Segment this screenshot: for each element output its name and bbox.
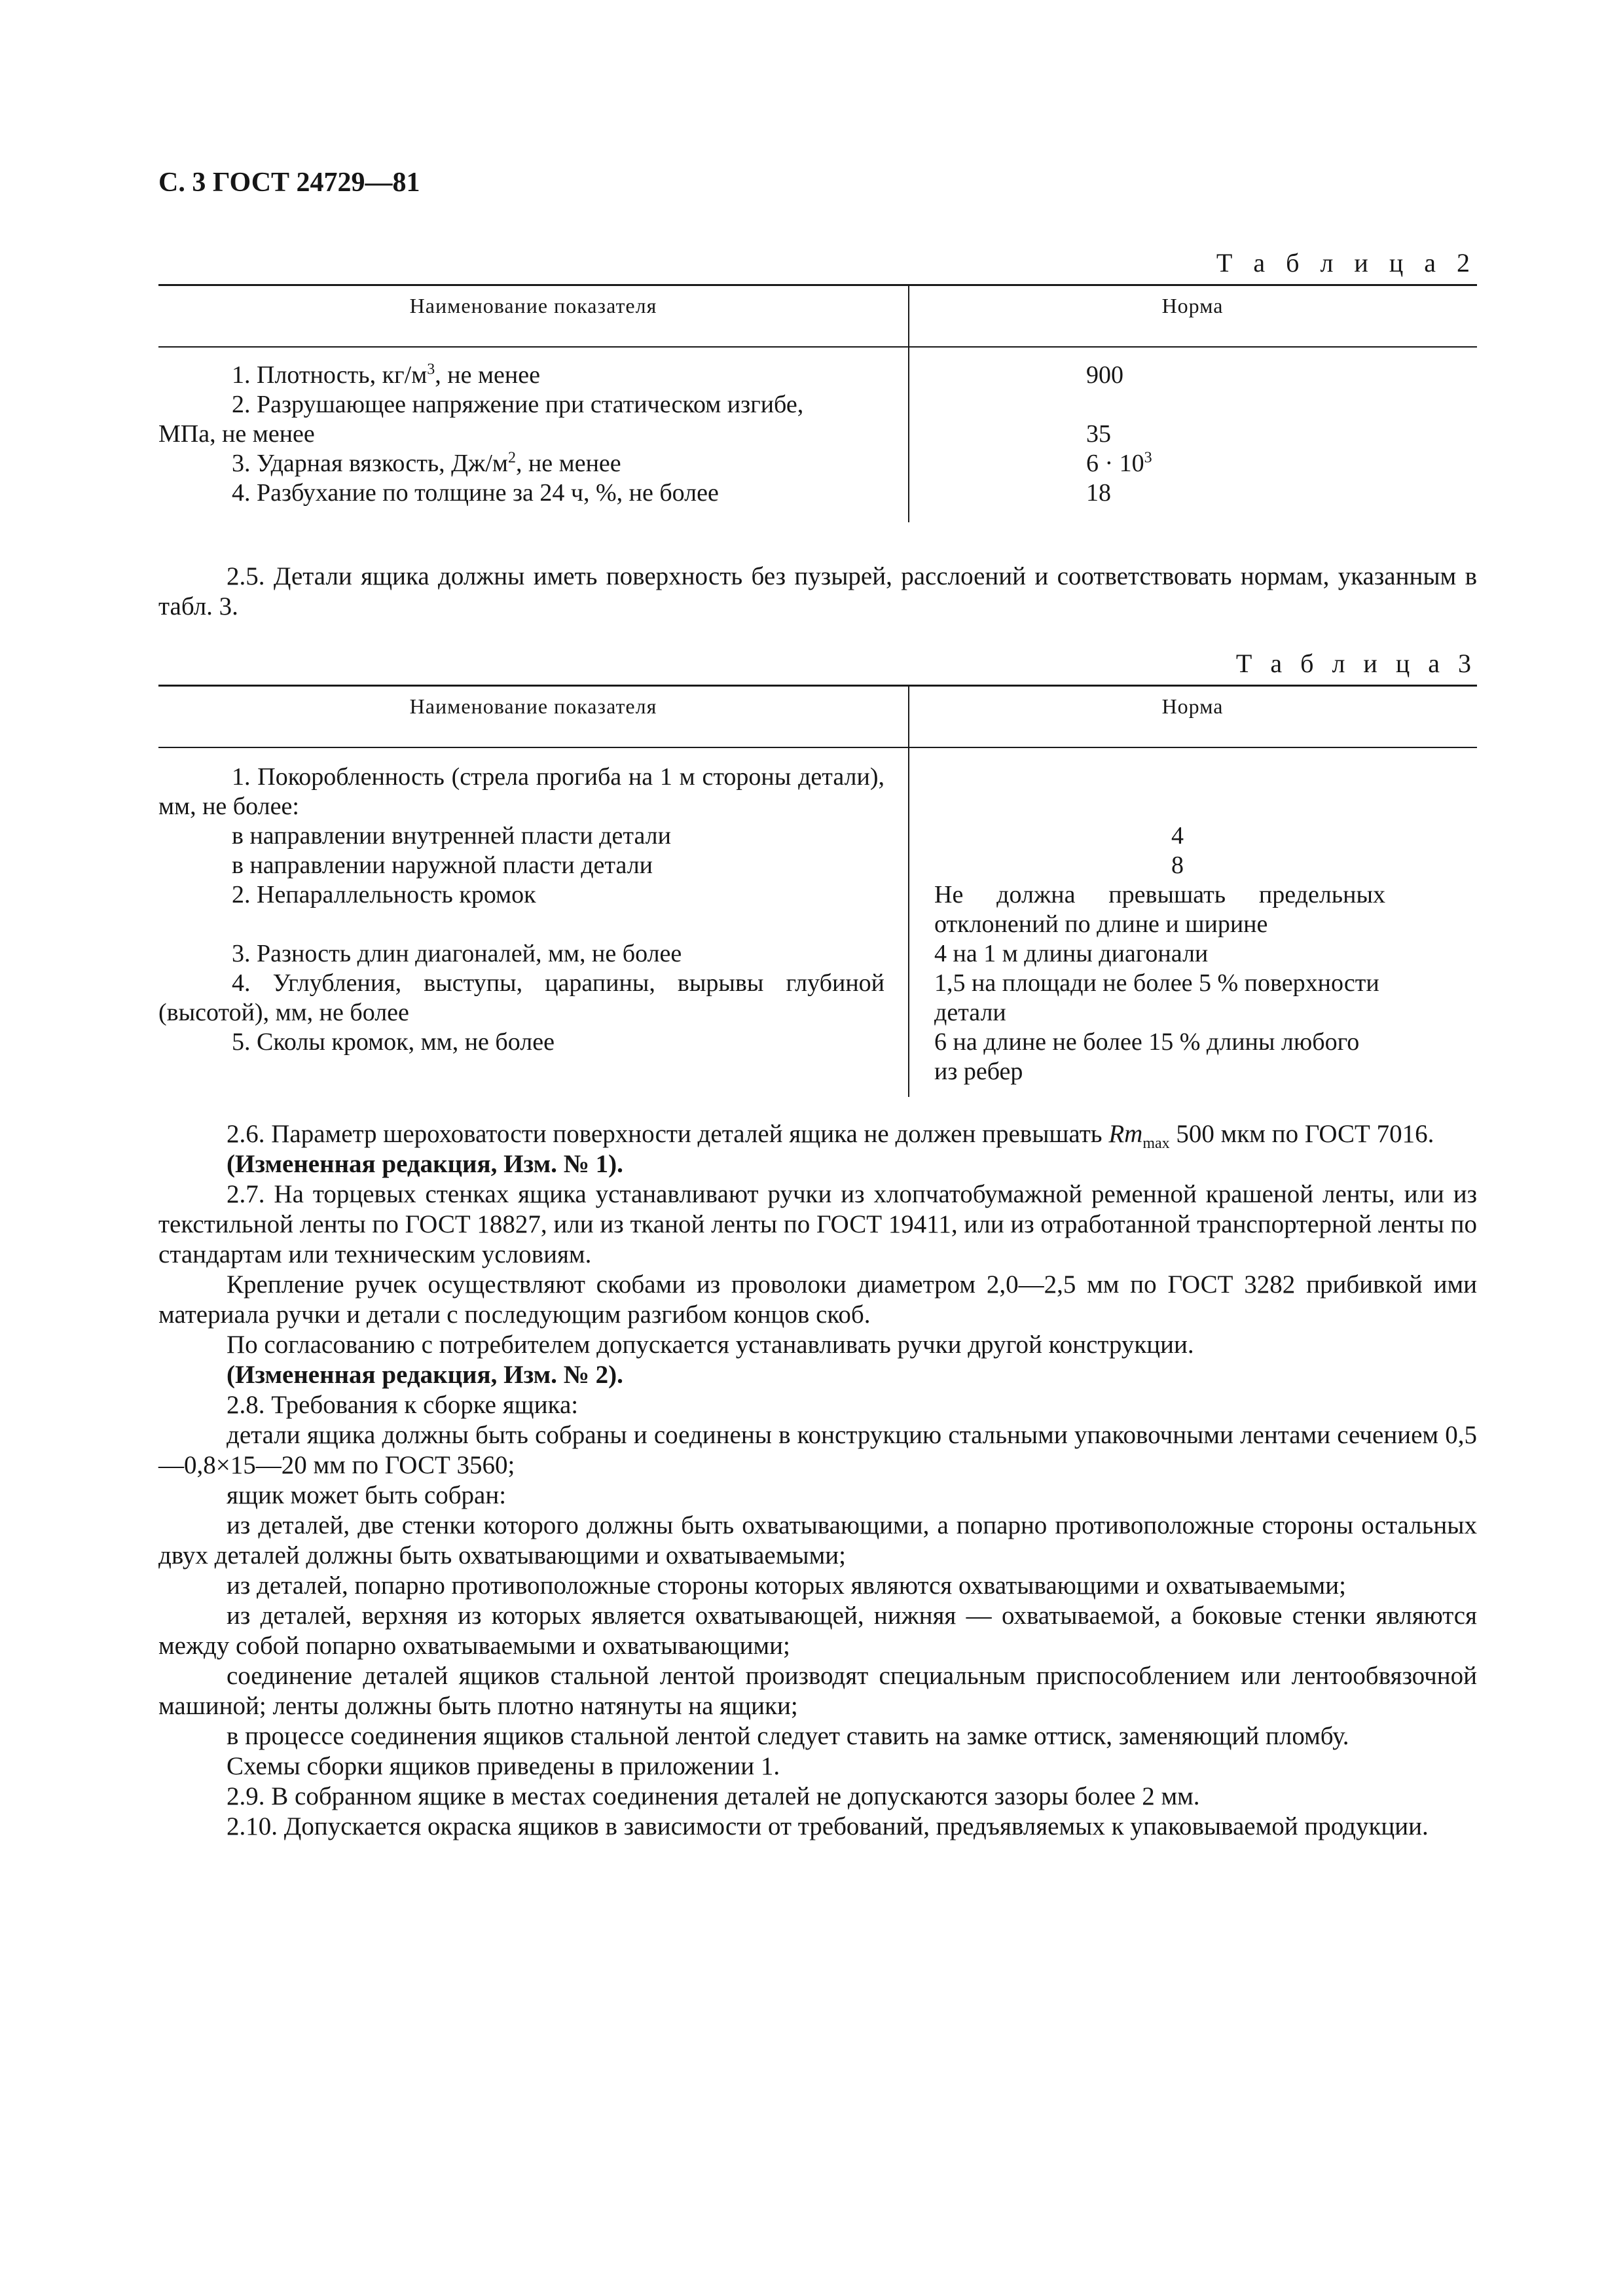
clause-2-6: 2.6. Параметр шероховатости поверхности деталей ящика не должен превышать $Rm_{max}$ 500 мкм по ГОСТ 7016. [227, 1120, 1434, 1152]
table-row [158, 1028, 1477, 1086]
table-2-label: Т а б л и ц а 2 [1216, 248, 1477, 278]
table-2-col2-header: Норма [1161, 294, 1224, 317]
clause-2-9: 2.9. В собранном ящике в местах соединения деталей не допускаются зазоры более 2 мм. [227, 1782, 1200, 1810]
table-3-row4-value: 1,5 на площади не более 5 % поверхности детали [934, 969, 1379, 1026]
table-3-body [158, 748, 1477, 1097]
table-row [158, 390, 1477, 449]
clause-2-8-item: из деталей, две стенки которого должны быть охватывающими, а попарно противоположные стороны остальных двух деталей должны быть охватывающими и охватываемыми; [158, 1511, 1477, 1570]
table-row [158, 361, 1477, 390]
table-3-row4-name: 4. Углубления, выступы, царапины, вырывы глубиной (высотой), мм, не более [158, 969, 884, 1026]
table-2-row4-name: 4. Разбухание по толщине за 24 ч, %, не более [232, 479, 719, 507]
table-2 [158, 284, 1477, 522]
table-3-row5-name: 5. Сколы кромок, мм, не более [232, 1028, 555, 1056]
table-3-row1-name: 1. Покоробленность (стрела прогиба на 1 м стороны детали), мм, не более: [158, 763, 884, 820]
table-3-col1-header: Наименование показателя [409, 694, 657, 718]
amendment-note-1: (Измененная редакция, Изм. № 1). [227, 1150, 623, 1178]
clause-2-8-item: детали ящика должны быть собраны и соединены в конструкцию стальными упаковочными лентами сечением 0,5—0,8×15—20 мм по ГОСТ 3560; [158, 1421, 1477, 1479]
table-3-row1-sub2: в направлении наружной пласти детали [232, 852, 653, 879]
clause-2-7: 2.7. На торцевых стенках ящика устанавливают ручки из хлопчатобумажной ременной крашеной ленты, или из текстильной ленты по ГОСТ 18827, или из тканой ленты по ГОСТ 19411, или из отработанной транспортерной ленты по стандартам или техническим условиям. [158, 1180, 1477, 1268]
page-header: С. 3 ГОСТ 24729—81 [158, 168, 420, 198]
clause-2-8-item: соединение деталей ящиков стальной лентой производят специальным приспособлением или лентообвязочной машиной; ленты должны быть плотно натянуты на ящики; [158, 1662, 1477, 1720]
table-2-row1-name: 1. Плотность, $кг/м^3$, не менее [232, 361, 540, 389]
table-row [158, 851, 1477, 880]
table-3-column-divider [908, 687, 909, 1097]
table-row [158, 762, 1477, 821]
clause-2-5: 2.5. Детали ящика должны иметь поверхность без пузырей, расслоений и соответствовать нормам, указанным в табл. 3. [158, 562, 1477, 620]
clause-2-8-item: из деталей, попарно противоположные стороны которых являются охватывающими и охватываемыми; [227, 1571, 1346, 1600]
table-3-row3-name: 3. Разность длин диагоналей, мм, не более [232, 940, 682, 967]
table-2-row1-value: 900 [1086, 361, 1123, 389]
table-2-row3-name: 3. Ударная вязкость, $Дж/м^2$, не менее [232, 449, 621, 477]
clause-2-8-item: ящик может быть собран: [227, 1481, 507, 1509]
table-2-row2-value: 35 [1086, 420, 1111, 448]
table-2-column-divider [908, 286, 909, 522]
table-3-header-row [158, 687, 1477, 748]
table-2-col1-header: Наименование показателя [409, 294, 657, 317]
table-2-row2-name: 2. Разрушающее напряжение при статическом изгибе, МПа, не менее [158, 391, 804, 448]
clause-2-8-item: из деталей, верхняя из которых является охватывающей, нижняя — охватываемой, а боковые стенки являются между собой попарно охватываемыми и охватывающими; [158, 1602, 1477, 1660]
table-2-header-row [158, 286, 1477, 348]
table-row [158, 969, 1477, 1028]
clause-2-10: 2.10. Допускается окраска ящиков в зависимости от требований, предъявляемых к упаковываемой продукции. [227, 1812, 1429, 1840]
table-3-row1-value2: 8 [1171, 852, 1184, 879]
table-2-row4-value: 18 [1086, 479, 1111, 507]
table-row [158, 449, 1477, 478]
table-row [158, 880, 1477, 939]
table-3-row5-value: 6 на длине не более 15 % длины любого из ребер [934, 1028, 1360, 1085]
table-2-body [158, 348, 1477, 522]
table-row [158, 478, 1477, 508]
table-row [158, 821, 1477, 851]
clause-2-8-item: в процессе соединения ящиков стальной лентой следует ставить на замке оттиск, заменяющий пломбу. [227, 1722, 1349, 1750]
table-3-label: Т а б л и ц а 3 [1235, 649, 1477, 678]
table-3-row1-sub1: в направлении внутренней пласти детали [232, 822, 671, 850]
table-3-row2-value: Не должна превышать предельных отклонений по длине и ширине [934, 881, 1385, 938]
clause-2-8: 2.8. Требования к сборке ящика: [227, 1391, 579, 1419]
clause-2-7-agreement: По согласованию с потребителем допускается устанавливать ручки другой конструкции. [227, 1331, 1194, 1359]
table-2-row3-value: $6 \cdot 10^3$ [1086, 449, 1152, 477]
table-3-row1-value1: 4 [1171, 822, 1184, 850]
table-3-col2-header: Норма [1161, 694, 1224, 718]
clause-2-7-fastening: Крепление ручек осуществляют скобами из проволоки диаметром 2,0—2,5 мм по ГОСТ 3282 прибивкой ими материала ручки и детали с последующим разгибом концов скоб. [158, 1270, 1477, 1329]
amendment-note-2: (Измененная редакция, Изм. № 2). [227, 1361, 623, 1389]
clause-2-8-item: Схемы сборки ящиков приведены в приложении 1. [227, 1752, 780, 1780]
clauses-body [158, 1119, 1477, 1842]
table-3-row2-name: 2. Непараллельность кромок [232, 881, 536, 908]
table-row [158, 939, 1477, 969]
table-3 [158, 685, 1477, 1097]
table-3-row3-value: 4 на 1 м длины диагонали [934, 940, 1209, 967]
page-content [158, 166, 1477, 1842]
